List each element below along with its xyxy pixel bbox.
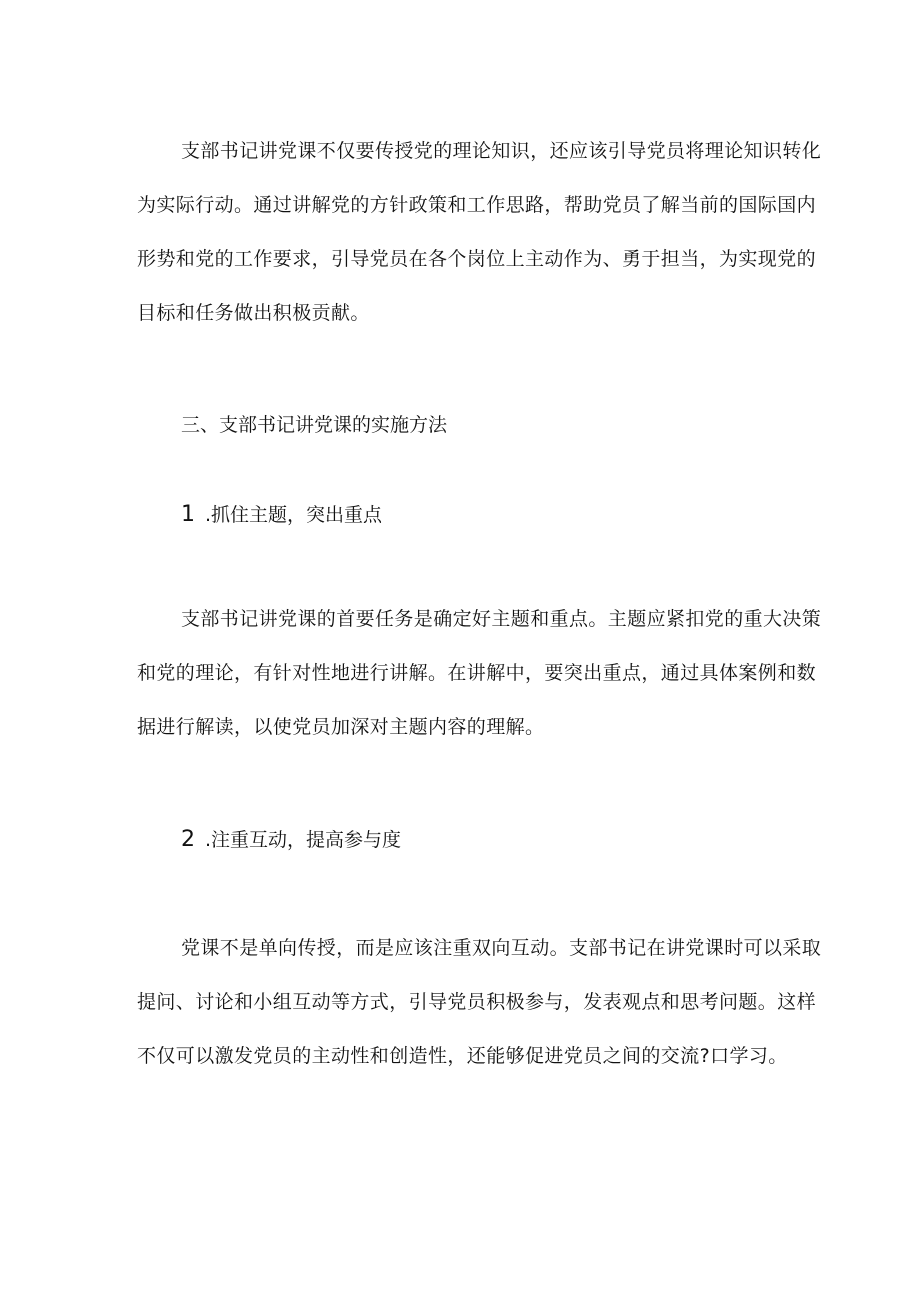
subheading-number: 2: [181, 827, 195, 852]
subheading-text: .抓住主题，突出重点: [205, 504, 383, 526]
paragraph-line: 提问、讨论和小组互动等方式，引导党员积极参与，发表观点和思考问题。这样: [137, 991, 817, 1013]
paragraph-two-way-interaction: [137, 921, 822, 1083]
paragraph-line: 为实际行动。通过讲解党的方针政策和工作思路，帮助党员了解当前的国际国内: [137, 194, 817, 216]
paragraph-line: 据进行解读，以使党员加深对主题内容的理解。: [137, 716, 545, 738]
paragraph-line: 党课不是单向传授，而是应该注重双向互动。支部书记在讲党课时可以采取: [181, 937, 822, 959]
paragraph-theme-and-focus: [137, 592, 822, 754]
paragraph-line: 目标和任务做出积极贡献。: [137, 302, 370, 324]
section-heading: 三、支部书记讲党课的实施方法: [181, 414, 448, 436]
subheading-text: .注重互动，提高参与度: [205, 829, 402, 851]
subheading-focus-theme: [181, 500, 382, 530]
paragraph-line: 支部书记讲党课的首要任务是确定好主题和重点。主题应紧扣党的重大决策: [181, 608, 822, 630]
subheading-interaction: [181, 825, 401, 855]
paragraph-theory-to-action: [137, 124, 822, 340]
subheading-number: 1: [181, 502, 195, 527]
paragraph-line: 支部书记讲党课不仅要传授党的理论知识，还应该引导党员将理论知识转化: [181, 140, 822, 162]
paragraph-line: 形势和党的工作要求，引导党员在各个岗位上主动作为、勇于担当，为实现党的: [137, 248, 817, 270]
paragraph-line: 和党的理论，有针对性地进行讲解。在讲解中，要突出重点，通过具体案例和数: [137, 662, 817, 684]
paragraph-line: 不仅可以激发党员的主动性和创造性，还能够促进党员之间的交流?口学习。: [137, 1045, 788, 1067]
